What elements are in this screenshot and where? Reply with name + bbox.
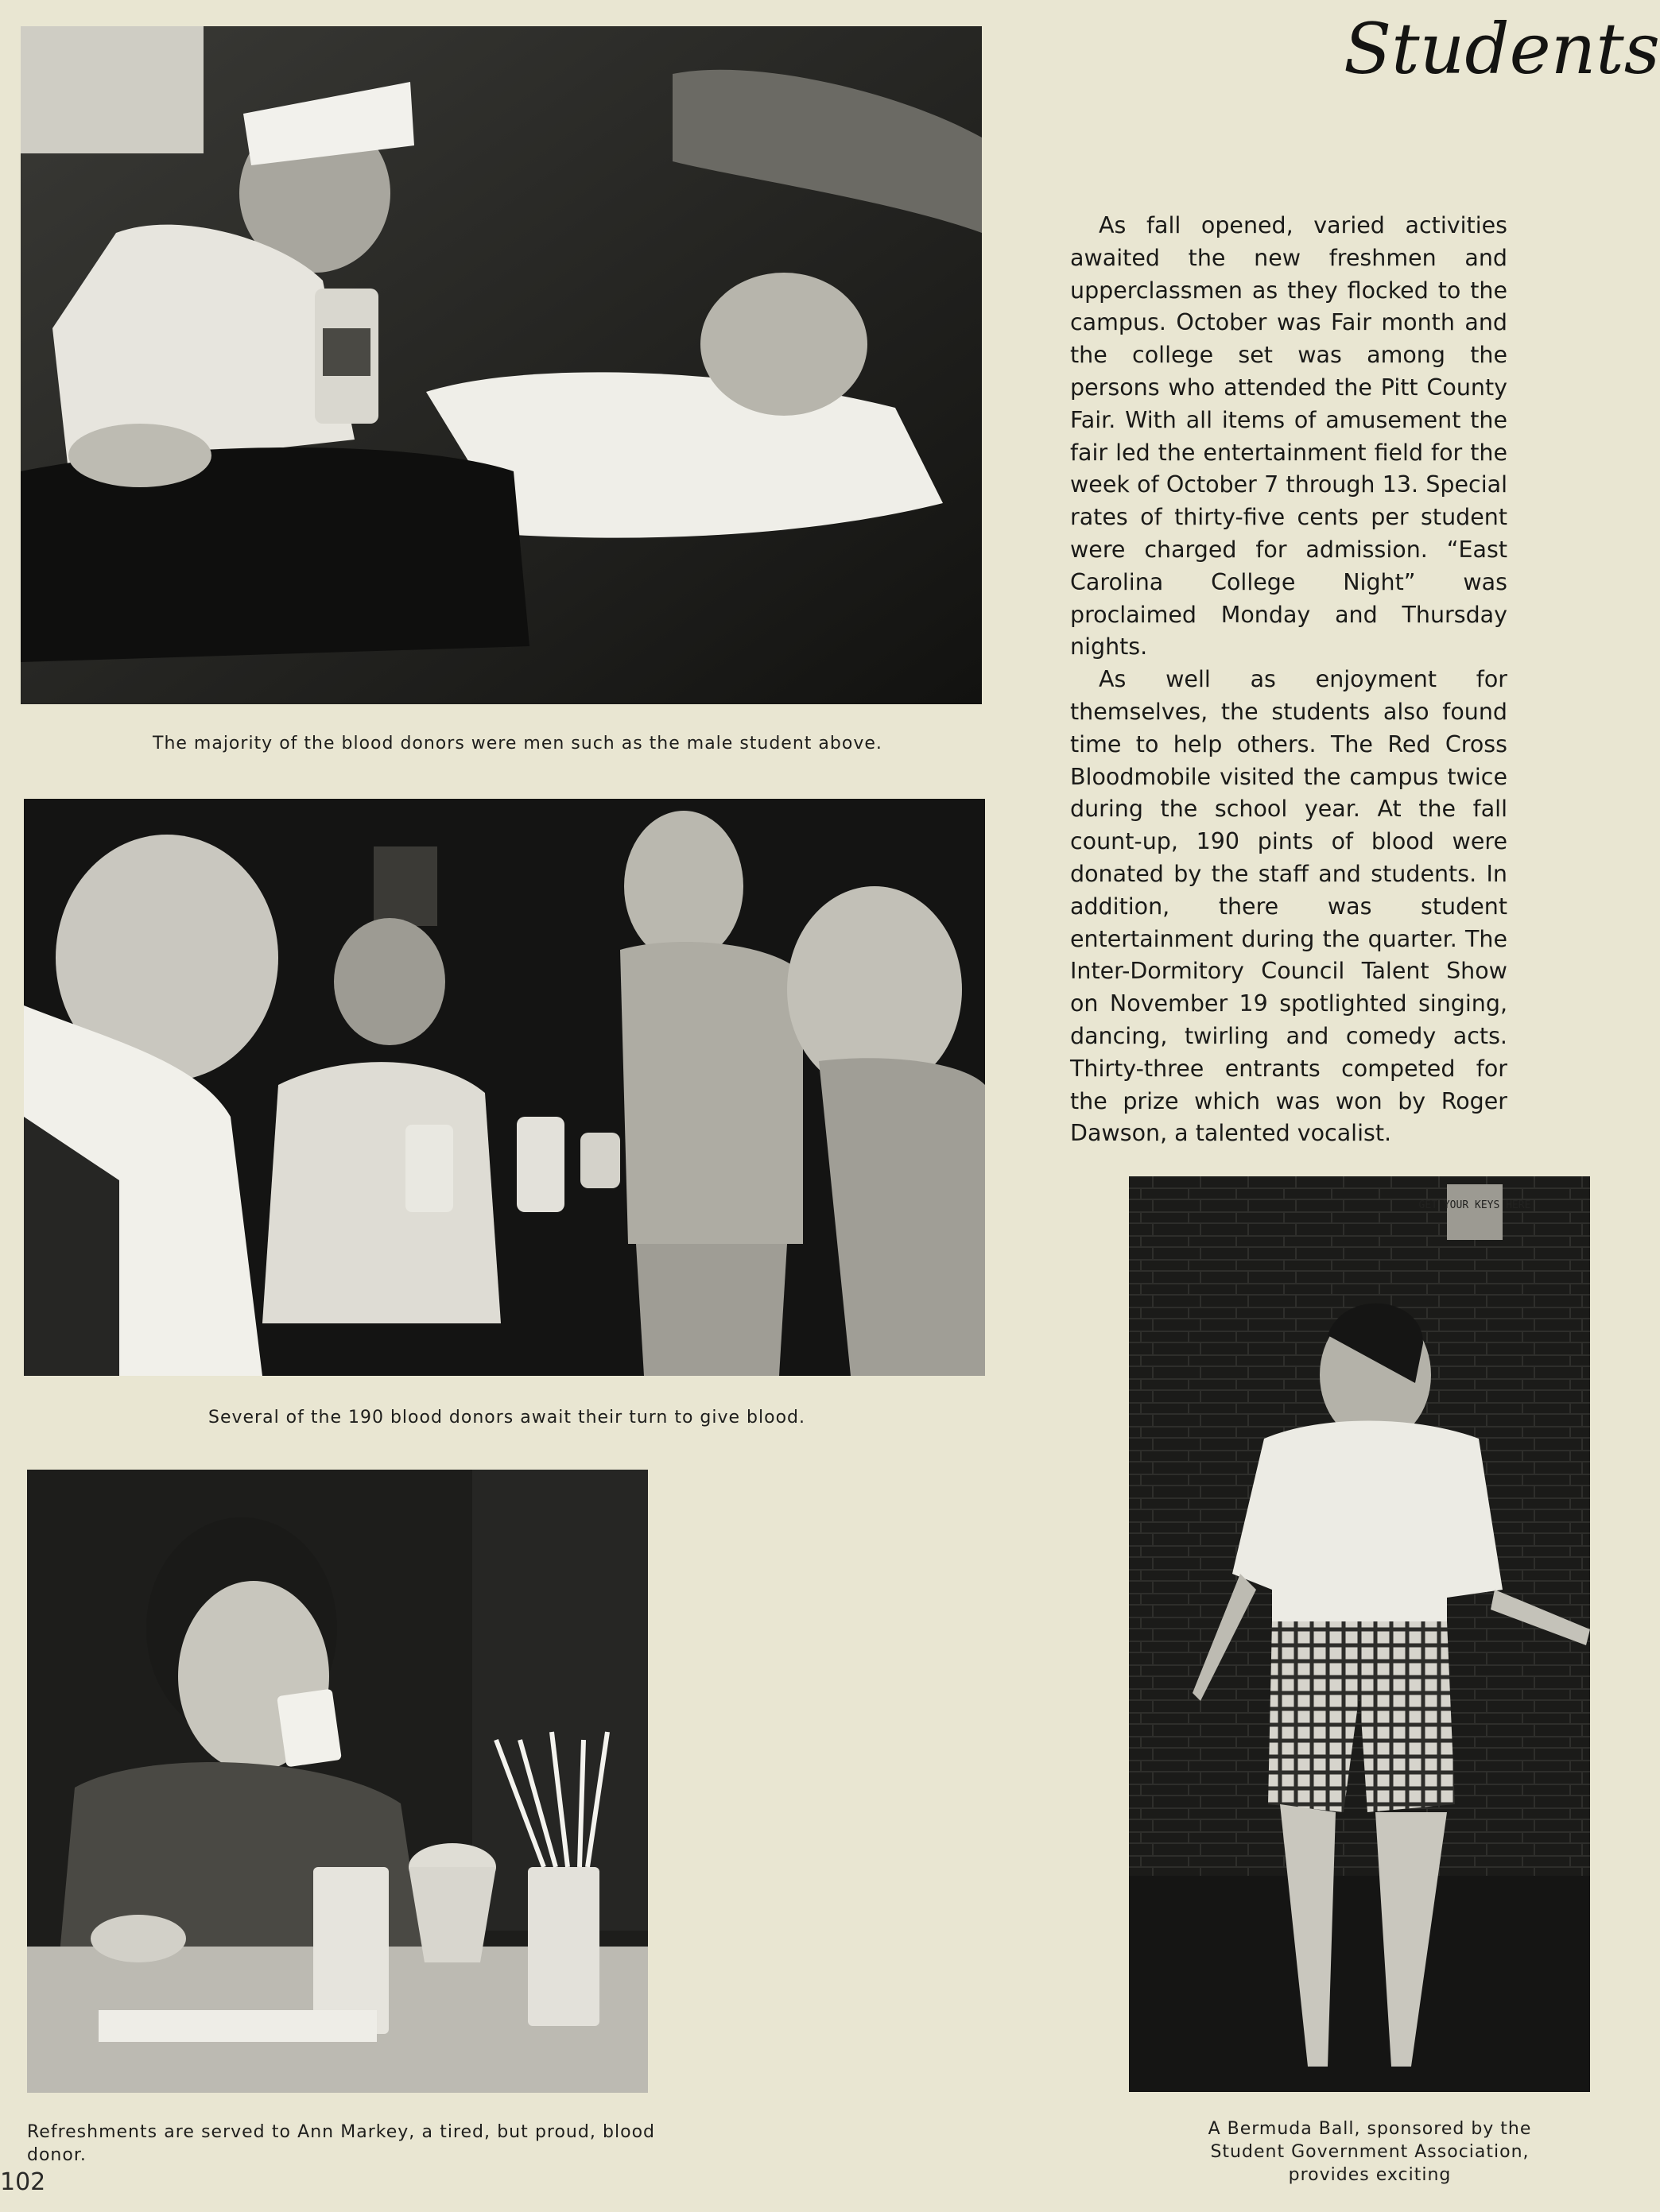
photo-blood-donor-caption: The majority of the blood donors were men such as the male student above. bbox=[153, 734, 882, 753]
article-paragraph: As fall opened, varied activities awaited the new freshmen and upperclassmen as they flocked to the campus. October was Fair month and the college set was among the persons who attended the Pitt County Fair. With all items of amusement the fair led the entertainment field for the week of October 7 through 13. Special rates of thirty-five cents per student were charged for admission. “East Carolina College Night” was proclaimed Monday and Thursday nights. bbox=[1070, 212, 1507, 661]
photo-bermuda-ball bbox=[1129, 1176, 1590, 2092]
photo-refreshments bbox=[27, 1470, 648, 2093]
keys-sign-text: GET YOUR KEYS HERE bbox=[1418, 1199, 1531, 1211]
photo-refreshments-caption: Refreshments are served to Ann Markey, a tired, but proud, blood donor. bbox=[27, 2122, 655, 2165]
page-title: Students bbox=[1344, 8, 1660, 90]
page-number: 102 bbox=[0, 2168, 46, 2196]
photo-blood-donor bbox=[21, 26, 982, 704]
article-body bbox=[1070, 210, 1507, 1150]
article-paragraph: As well as enjoyment for themselves, the students also found time to help others. The Red Cross Bloodmobile visited the campus twice during the school year. At the fall count-up, 190 pints of blood were donated by the staff and students. In addition, there was student entertainment during the quarter. The Inter-Dormitory Council Talent Show on November 19 spotlighted singing, dancing, twirling and comedy acts. Thirty-three entrants competed for the prize which was won by Roger Dawson, a talented vocalist. bbox=[1070, 666, 1507, 1147]
photo-donors-waiting-caption: Several of the 190 blood donors await their turn to give blood. bbox=[208, 1408, 806, 1428]
photo-bermuda-ball-caption: A Bermuda Ball, sponsored by the Student Government Association, provides exciting bbox=[1208, 2119, 1532, 2185]
photo-donors-waiting bbox=[24, 799, 985, 1376]
